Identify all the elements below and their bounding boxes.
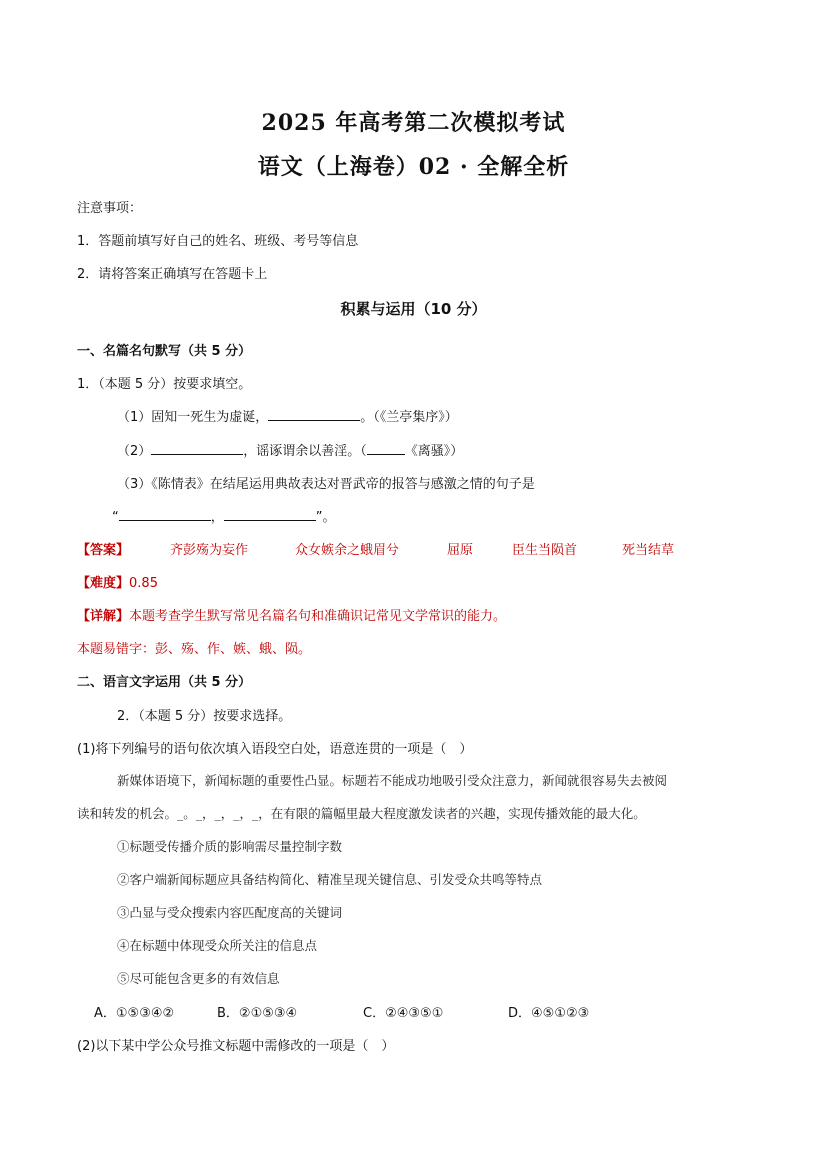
q1b-end: 《离骚》）	[404, 444, 464, 459]
notice-item-1: 1．答题前填写好自己的姓名、班级、考号等信息	[77, 234, 359, 249]
notice-heading: 注意事项：	[77, 201, 143, 216]
title-line-2: 语文（上海卷）02 · 全解全析	[257, 154, 570, 180]
q1b-start: （2）	[117, 444, 152, 459]
q1b-mid: ，谣诼谓余以善淫。（	[243, 444, 367, 459]
question-1-b	[117, 440, 463, 459]
question-1-intro: 1．（本题 5 分）按要求填空。	[77, 377, 252, 392]
notice-item-2: 2．请将答案正确填写在答题卡上	[77, 267, 268, 282]
question-2-intro: 2．（本题 5 分）按要求选择。	[117, 709, 292, 724]
q1a-text: （1）固知一死生为虚诞，	[117, 410, 269, 425]
detail-row	[77, 605, 506, 624]
choice-d[interactable]: D．④⑤①②③	[508, 1006, 590, 1021]
q1c-open-quote: “	[112, 510, 119, 525]
section-title: 积累与运用（10 分）	[340, 300, 487, 318]
part1-heading: 一、名篇名句默写（共 5 分）	[77, 344, 252, 359]
difficulty-value: 0.85	[129, 576, 158, 591]
question-1-c: （3）《陈情表》在结尾运用典故表达对晋武帝的报答与感激之情的句子是	[117, 477, 535, 492]
difficulty-row	[77, 572, 158, 591]
answer-1: 齐彭殇为妄作	[170, 543, 249, 558]
option-5: ⑤尽可能包含更多的有效信息	[117, 971, 280, 986]
answer-5: 死当结草	[622, 543, 675, 558]
passage-line-1: 新媒体语境下，新闻标题的重要性凸显。标题若不能成功地吸引受众注意力，新闻就很容易失去被阅	[117, 773, 668, 788]
detail-label: 【详解】	[77, 609, 130, 624]
answer-2: 众女嫉余之蛾眉兮	[295, 543, 400, 558]
choice-c[interactable]: C．②④③⑤①	[363, 1006, 444, 1021]
question-1-a	[117, 406, 458, 425]
typo-note: 本题易错字：彭、殇、作、嫉、蛾、陨。	[77, 642, 312, 657]
passage-line-2: 读和转发的机会。_。_，_，_，_，在有限的篇幅里最大程度激发读者的兴趣，实现传播效能的最大化。	[77, 806, 646, 821]
option-3: ③凸显与受众搜索内容匹配度高的关键词	[117, 905, 343, 920]
option-1: ①标题受传播介质的影响需尽量控制字数	[117, 839, 343, 854]
choice-a[interactable]: A．①⑤③④②	[94, 1006, 175, 1021]
q1c-comma: ，	[210, 510, 224, 525]
q1c-blank-2[interactable]	[224, 507, 316, 521]
choice-b[interactable]: B．②①⑤③④	[217, 1006, 298, 1021]
title-line-1: 2025 年高考第二次模拟考试	[261, 110, 566, 136]
question-1-c-blanks	[112, 506, 336, 525]
question-2-sub-1: (1)将下列编号的语句依次填入语段空白处，语意连贯的一项是（ ）	[77, 742, 473, 757]
question-2-sub-2: (2)以下某中学公众号推文标题中需修改的一项是（ ）	[77, 1039, 395, 1054]
option-4: ④在标题中体现受众所关注的信息点	[117, 938, 318, 953]
option-2: ②客户端新闻标题应具备结构简化、精准呈现关键信息、引发受众共鸣等特点	[117, 872, 543, 887]
answer-3: 屈原	[447, 543, 474, 558]
part2-heading: 二、语言文字运用（共 5 分）	[77, 675, 252, 690]
q1b-blank[interactable]	[151, 441, 243, 455]
q1c-close-quote: ”。	[315, 510, 336, 525]
q1a-blank[interactable]	[268, 407, 360, 421]
answer-label: 【答案】	[77, 543, 130, 558]
q1b-author-blank[interactable]	[367, 441, 405, 455]
difficulty-label: 【难度】	[77, 576, 130, 591]
answer-row	[77, 539, 129, 558]
detail-text: 本题考查学生默写常见名篇名句和准确识记常见文学常识的能力。	[129, 609, 507, 624]
answer-4: 臣生当陨首	[512, 543, 578, 558]
q1a-end: 。（《兰亭集序》）	[360, 410, 458, 425]
q1c-blank-1[interactable]	[119, 507, 211, 521]
